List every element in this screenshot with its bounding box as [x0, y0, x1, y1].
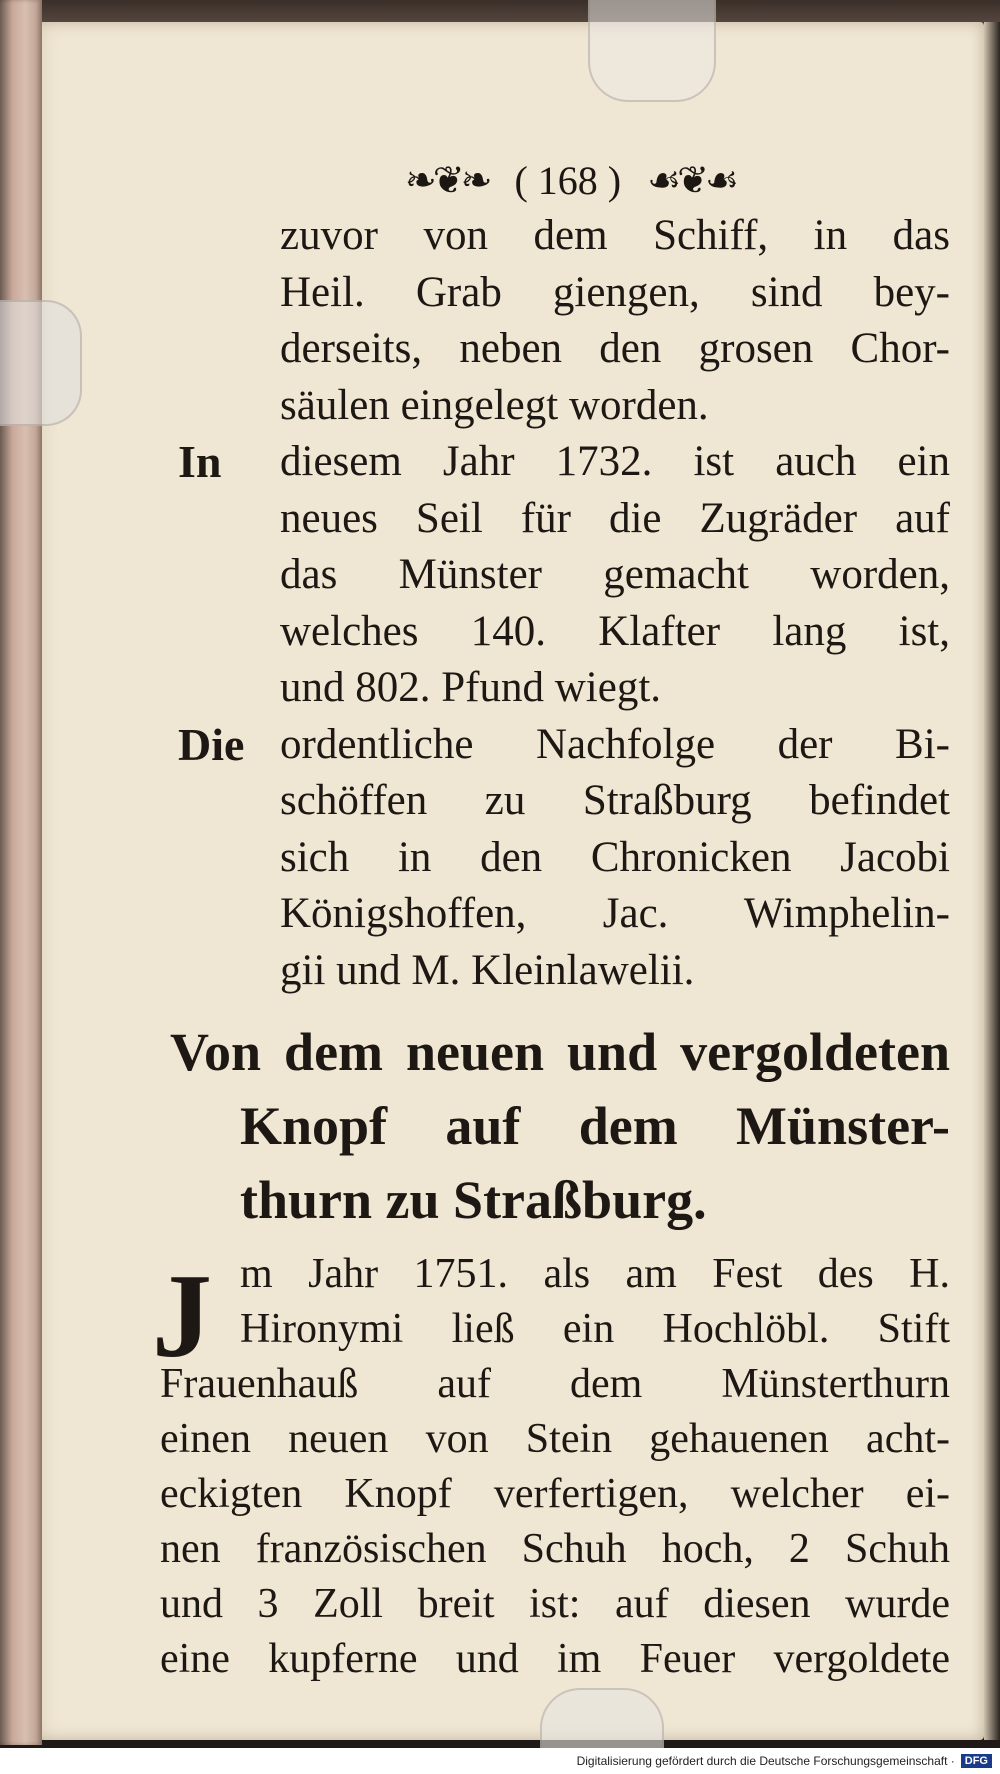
section-heading — [160, 1015, 950, 1237]
text-line: eine kupferne und im Feuer vergoldete — [160, 1636, 950, 1682]
credit-text: Digitalisierung gefördert durch die Deutsche Forschungsgemeinschaft · — [576, 1754, 955, 1768]
text-line — [160, 717, 950, 774]
text-line: Königshoffen, Jac. Wimphelin- — [280, 890, 950, 937]
heading-line: thurn zu Straßburg. — [240, 1170, 707, 1230]
text-line: eckigten Knopf verfertigen, welcher ei- — [160, 1471, 950, 1517]
text-line: m Jahr 1751. als am Fest des H. — [240, 1251, 950, 1297]
text-line: einen neuen von Stein gehauenen acht- — [160, 1416, 950, 1462]
top-clip — [588, 0, 716, 102]
paragraph-lead-word: In — [178, 436, 222, 487]
page-number: ( 168 ) — [514, 157, 622, 203]
drop-cap: J — [152, 1249, 212, 1382]
text-line: säulen eingelegt worden. — [280, 381, 709, 429]
dfg-logo: DFG — [961, 1754, 992, 1768]
heading-line: Knopf auf dem Münster- — [240, 1096, 950, 1156]
text-line: gii und M. Kleinlawelii. — [280, 946, 695, 994]
paragraph — [160, 717, 950, 1000]
digitization-credit — [0, 1748, 1000, 1774]
text-line: und 3 Zoll breit ist: auf diesen wurde — [160, 1581, 950, 1627]
heading-line: Von dem neuen und vergoldeten — [170, 1022, 950, 1082]
text-line-content: diesem Jahr 1732. ist auch ein — [280, 438, 950, 485]
text-line: schöffen zu Straßburg befindet — [280, 777, 950, 824]
paragraph-lead-word: Die — [178, 718, 245, 770]
left-clip — [0, 300, 82, 426]
text-line: welches 140. Klafter lang ist, — [280, 607, 950, 655]
text-line: zuvor von dem Schiff, in das — [280, 212, 950, 259]
paragraph — [160, 208, 950, 434]
text-line: neues Seil für die Zugräder auf — [280, 494, 950, 542]
text-line: und 802. Pfund wiegt. — [280, 664, 662, 711]
book-page-edges — [0, 0, 42, 1745]
text-line: Heil. Grab giengen, sind bey- — [280, 268, 950, 316]
text-line — [160, 434, 950, 491]
text-line: sich in den Chronicken Jacobi — [280, 833, 950, 881]
ornament-left-icon: ❧❦❧ — [404, 158, 489, 202]
text-line: Hironymi ließ ein Hochlöbl. Stift — [240, 1306, 950, 1352]
text-line-content: ordentliche Nachfolge der Bi- — [280, 720, 950, 768]
paragraph — [160, 434, 950, 717]
text-line: Frauenhauß auf dem Münsterthurn — [160, 1361, 950, 1407]
page-text — [152, 208, 950, 1687]
section-body — [152, 1247, 950, 1687]
next-page-edge — [984, 22, 1000, 1740]
text-line: derseits, neben den grosen Chor- — [280, 325, 950, 372]
text-line: nen französischen Schuh hoch, 2 Schuh — [160, 1526, 950, 1572]
text-line: das Münster gemacht worden, — [280, 551, 950, 598]
page-header — [330, 145, 810, 215]
ornament-right-icon: ☙❦☙ — [647, 158, 736, 202]
